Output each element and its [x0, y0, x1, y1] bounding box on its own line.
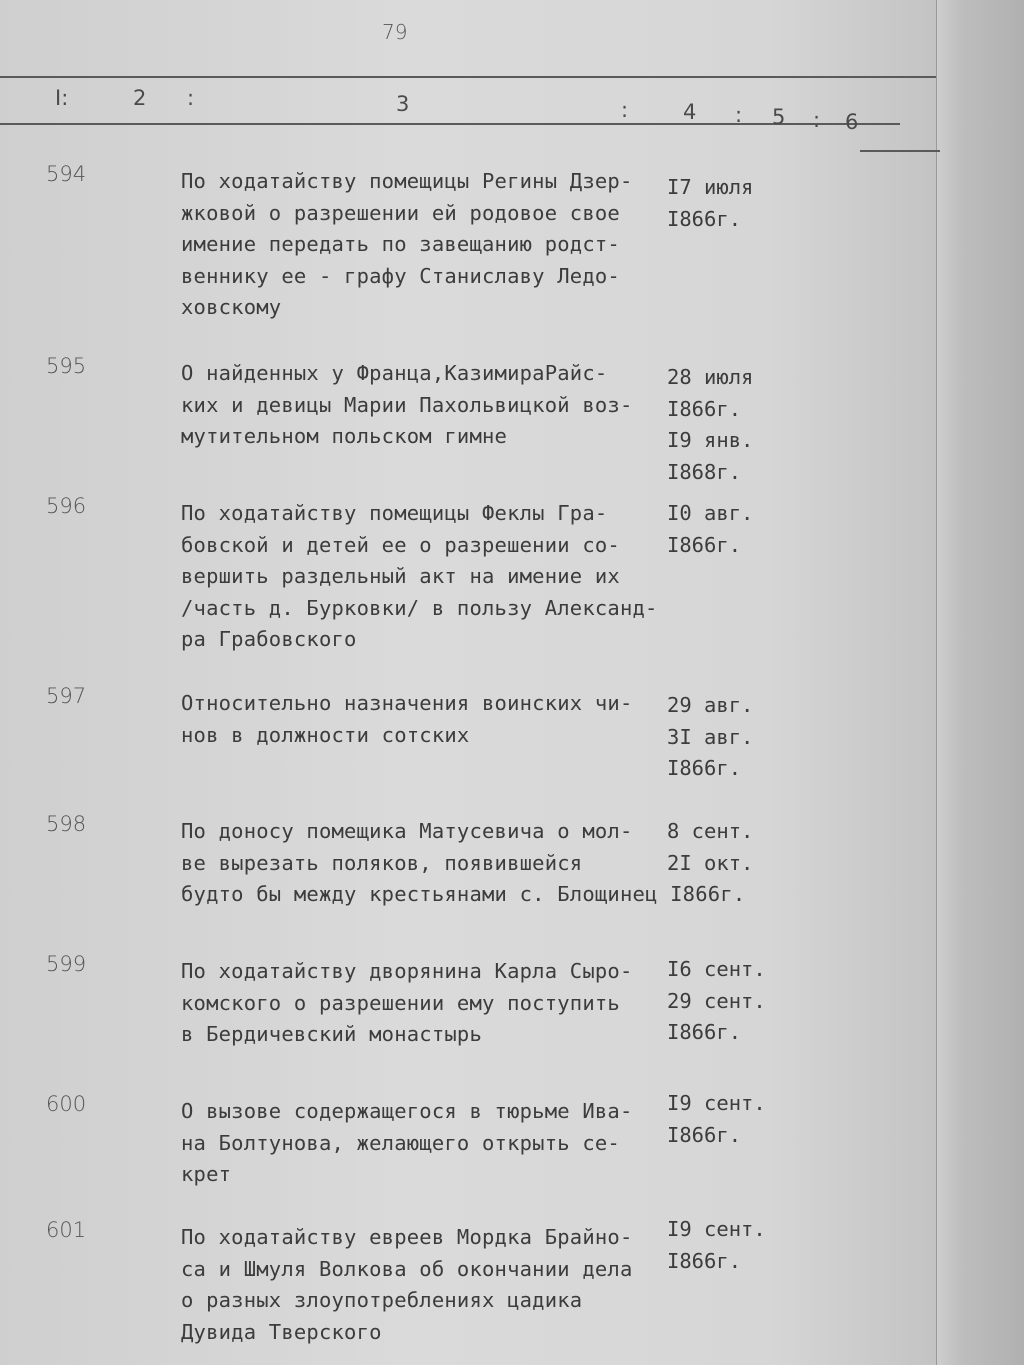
entry-dates	[667, 690, 787, 785]
entry-number: 597	[46, 684, 87, 708]
entry-description	[181, 498, 661, 656]
description-line: са и Шмуля Волкова об окончании дела	[181, 1256, 633, 1281]
entry-dates	[667, 172, 787, 235]
date-line: 28 июля	[667, 365, 754, 389]
date-line: I9 сент.	[667, 1217, 766, 1241]
description-line: нов в должности сотских	[181, 722, 470, 747]
entry-dates	[667, 498, 787, 561]
description-line: /часть д. Бурковки/ в пользу Александ-	[181, 595, 658, 620]
column-heading-1: I:	[55, 86, 69, 110]
date-line: 8 сент.	[667, 819, 754, 843]
entry-description	[181, 166, 661, 324]
description-line: веннику ее - графу Станиславу Ледо-	[181, 263, 620, 288]
date-line: I9 янв.	[667, 428, 754, 452]
description-line: жковой о разрешении ей родовое свое	[181, 200, 620, 225]
description-line: будто бы между крестьянами с. Блощинец I866г.	[181, 882, 746, 906]
column-separator: :	[735, 103, 743, 127]
description-line: комского о разрешении ему поступить	[181, 990, 620, 1015]
date-line: 29 сент.	[667, 988, 766, 1013]
description-line: Дувида Тверского	[181, 1319, 382, 1344]
date-line: I9 сент.	[667, 1091, 766, 1115]
description-line: О найденных у Франца,КазимираРайс-	[181, 361, 608, 385]
date-line: I0 авг.	[667, 501, 754, 525]
description-line: По ходатайству дворянина Карла Сыро-	[181, 959, 633, 983]
entry-description	[181, 1096, 661, 1191]
description-line: о разных злоупотреблениях цадика	[181, 1288, 583, 1312]
entry-dates	[667, 954, 787, 1049]
header-middle-rule	[0, 123, 900, 125]
date-line: 29 авг.	[667, 693, 754, 717]
description-line: на Болтунова, желающего открыть се-	[181, 1130, 620, 1155]
description-line: Относительно назначения воинских чи-	[181, 691, 633, 715]
date-line: I868г.	[667, 459, 742, 484]
description-line: бовской и детей ее о разрешении со-	[181, 532, 620, 557]
description-line: По ходатайству помещицы Регины Дзер-	[181, 169, 633, 193]
description-line: в Бердичевский монастырь	[181, 1022, 483, 1046]
date-line: I866г.	[667, 1248, 742, 1273]
entry-number: 599	[46, 952, 87, 976]
description-line: ких и девицы Марии Пахольвицкой воз-	[181, 392, 633, 417]
entry-number: 596	[46, 494, 87, 518]
column-heading-4: 4	[683, 100, 697, 124]
column-separator: :	[187, 86, 195, 110]
column-heading-3: 3	[396, 92, 410, 116]
entry-dates	[667, 362, 787, 488]
column-heading-6: 6	[845, 110, 859, 134]
entry-number: 600	[46, 1092, 87, 1116]
entry-number: 601	[46, 1218, 87, 1242]
date-line: I866г.	[667, 756, 742, 780]
date-line: I866г.	[667, 1020, 742, 1044]
description-line: имение передать по завещанию родст-	[181, 232, 620, 256]
column-heading-5: 5	[772, 105, 786, 129]
description-line: По ходатайству помещицы Феклы Гра-	[181, 501, 608, 525]
date-line: 3I авг.	[667, 724, 754, 749]
description-line: По ходатайству евреев Мордка Брайно-	[181, 1225, 633, 1249]
entry-number: 595	[46, 354, 87, 378]
column-separator: :	[813, 108, 821, 132]
description-line: ра Грабовского	[181, 627, 357, 651]
date-line: I866г.	[667, 396, 742, 421]
description-line: О вызове содержащегося в тюрьме Ива-	[181, 1099, 633, 1123]
header-bottom-rule	[860, 150, 940, 152]
date-line: I6 сент.	[667, 957, 766, 981]
entry-description	[181, 1222, 661, 1348]
description-line: вершить раздельный акт на имение их	[181, 564, 620, 588]
date-line: 2I окт.	[667, 850, 754, 875]
column-separator: :	[621, 98, 629, 122]
entry-number: 598	[46, 812, 87, 836]
entry-dates	[667, 1088, 787, 1151]
description-line: По доносу помещика Матусевича о мол-	[181, 819, 633, 843]
date-line: I866г.	[667, 532, 742, 557]
date-line: I866г.	[667, 1122, 742, 1147]
entry-dates	[667, 1214, 787, 1277]
header-top-rule	[0, 76, 936, 78]
description-line: ве вырезать поляков, появившейся	[181, 850, 583, 875]
column-heading-2: 2	[133, 86, 147, 110]
page-number: 79	[382, 20, 408, 44]
description-line: мутительном польском гимне	[181, 424, 508, 448]
entry-dates	[667, 816, 787, 879]
entry-description	[181, 688, 661, 751]
entry-number: 594	[46, 162, 87, 186]
page-edge	[936, 0, 1024, 1365]
description-line: крет	[181, 1162, 232, 1186]
entry-description	[181, 358, 661, 453]
date-line: I866г.	[667, 206, 742, 231]
description-line: ховскому	[181, 295, 282, 319]
date-line: I7 июля	[667, 175, 754, 199]
entry-description	[181, 956, 661, 1051]
